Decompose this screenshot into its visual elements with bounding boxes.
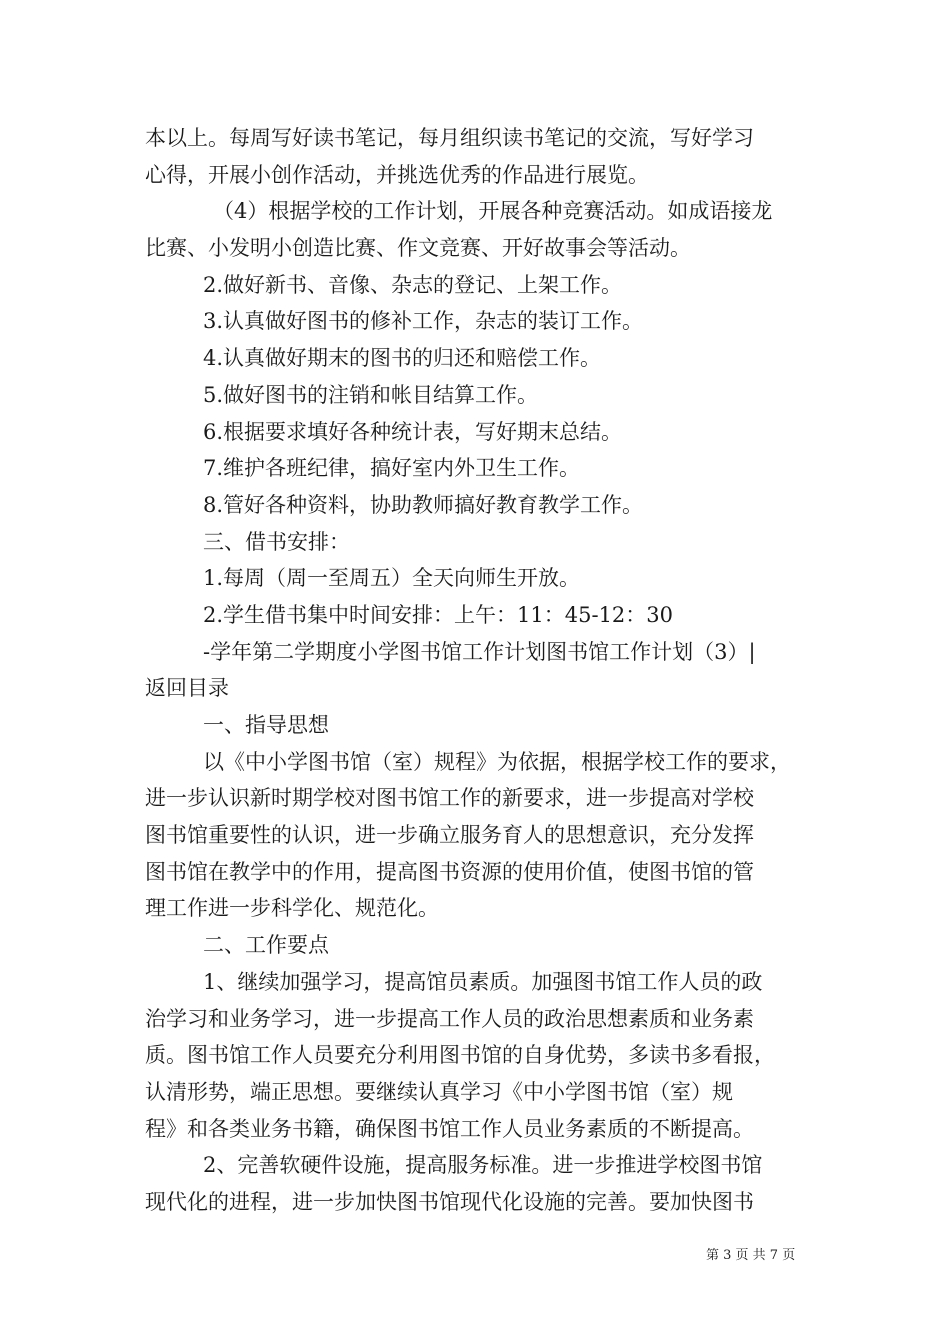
- text-line: 比赛、小发明小创造比赛、作文竞赛、开好故事会等活动。: [145, 236, 691, 261]
- text-line: 3.认真做好图书的修补工作，杂志的装订工作。: [203, 309, 644, 334]
- text-line: 图书馆重要性的认识，进一步确立服务育人的思想意识，充分发挥: [145, 823, 754, 848]
- text-line: 进一步认识新时期学校对图书馆工作的新要求，进一步提高对学校: [145, 786, 754, 811]
- text-line: 三、借书安排：: [203, 529, 350, 554]
- text-line: 治学习和业务学习，进一步提高工作人员的政治思想素质和业务素: [145, 1006, 754, 1031]
- text-line: 心得，开展小创作活动，并挑选优秀的作品进行展览。: [145, 162, 649, 187]
- document-body: [145, 120, 810, 1221]
- text-line: 1、继续加强学习，提高馆员素质。加强图书馆工作人员的政: [203, 969, 763, 994]
- text-line: 图书馆在教学中的作用，提高图书资源的使用价值，使图书馆的管: [145, 859, 754, 884]
- text-line: 4.认真做好期末的图书的归还和赔偿工作。: [203, 346, 602, 371]
- text-line: 本以上。每周写好读书笔记，每月组织读书笔记的交流，写好学习: [145, 126, 754, 150]
- text-line: 现代化的进程，进一步加快图书馆现代化设施的完善。要加快图书: [145, 1189, 754, 1214]
- text-line: （4）根据学校的工作计划，开展各种竞赛活动。如成语接龙: [213, 199, 773, 224]
- text-line: 认清形势，端正思想。要继续认真学习《中小学图书馆（室）规: [145, 1079, 733, 1104]
- text-line: 1.每周（周一至周五）全天向师生开放。: [203, 566, 581, 591]
- text-line: 2.学生借书集中时间安排：上午：11：45-12：30: [203, 602, 674, 627]
- text-line: -学年第二学期度小学图书馆工作计划图书馆工作计划（3）|: [203, 639, 756, 664]
- text-line: 6.根据要求填好各种统计表，写好期末总结。: [203, 419, 623, 444]
- text-line: 2.做好新书、音像、杂志的登记、上架工作。: [203, 272, 623, 297]
- text-line: 2、完善软硬件设施，提高服务标准。进一步推进学校图书馆: [203, 1153, 763, 1178]
- text-line: 以《中小学图书馆（室）规程》为依据，根据学校工作的要求，: [203, 749, 791, 774]
- text-line: 8.管好各种资料，协助教师搞好教育教学工作。: [203, 492, 644, 517]
- text-line: 7.维护各班纪律，搞好室内外卫生工作。: [203, 456, 581, 481]
- text-line: 程》和各类业务书籍，确保图书馆工作人员业务素质的不断提高。: [145, 1116, 754, 1141]
- text-line: 理工作进一步科学化、规范化。: [145, 896, 439, 921]
- text-line: 质。图书馆工作人员要充分利用图书馆的自身优势，多读书多看报，: [145, 1043, 775, 1068]
- page-number-footer: 第 3 页 共 7 页: [706, 1248, 796, 1263]
- text-line: 5.做好图书的注销和帐目结算工作。: [203, 382, 539, 407]
- text-line: 一、指导思想: [203, 713, 329, 737]
- text-line: 返回目录: [145, 676, 229, 701]
- text-line: 二、工作要点: [203, 933, 329, 958]
